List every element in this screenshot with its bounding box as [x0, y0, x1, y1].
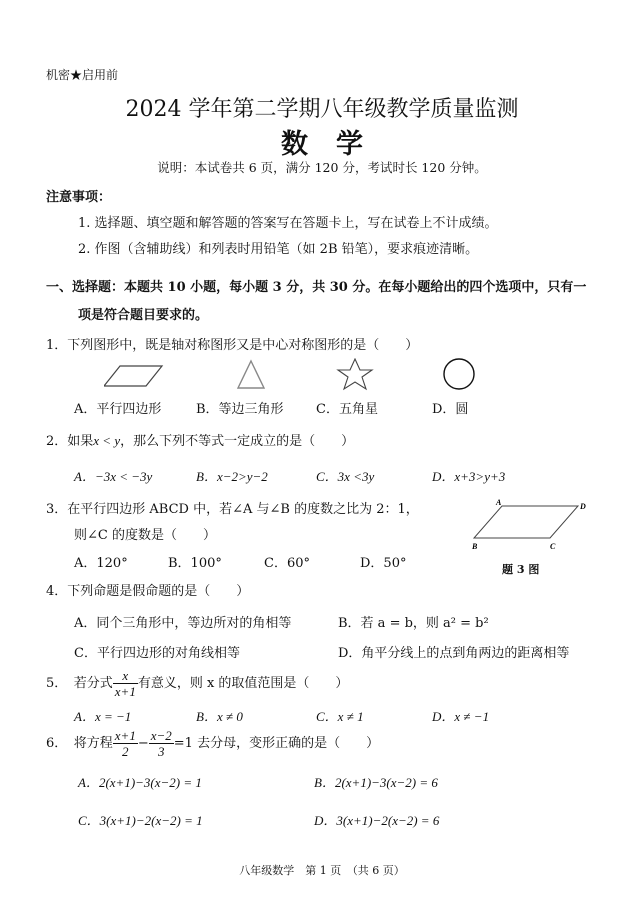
- q6-frac2-num: x−2: [150, 728, 172, 743]
- section1-heading-cont: 项是符合题目要求的。: [78, 308, 209, 323]
- secret-label: 机密★启用前: [46, 68, 119, 82]
- q3-figure-caption: 题 3 图: [502, 563, 540, 576]
- q4-stem: 4．下列命题是假命题的是（ ）: [46, 584, 250, 599]
- vertex-b-label: B: [472, 542, 478, 551]
- section1-heading: 一、选择题：本题共 10 小题，每小题 3 分，共 30 分。在每小题给出的四个选项中，只有一: [46, 280, 587, 295]
- q5-frac-den: x+1: [114, 684, 136, 699]
- page-footer: 八年级数学 第 1 页 （共 6 页）: [239, 864, 405, 877]
- q5-fraction: [113, 668, 138, 699]
- q3-option-a: A．120°: [74, 556, 128, 571]
- q3-stem-line2: 则∠C 的度数是（ ）: [74, 528, 216, 543]
- q6-option-c: C．3(x+1)−2(x−2) = 1: [78, 813, 203, 828]
- q2-stem-math: x < y: [93, 433, 121, 448]
- abcd-parallelogram: [474, 506, 578, 538]
- q5-frac-num: x: [113, 668, 138, 684]
- q6-minus: −: [137, 736, 149, 751]
- exam-note: 说明：本试卷共 6 页，满分 120 分，考试时长 120 分钟。: [157, 160, 487, 175]
- q5-stem: [46, 668, 348, 699]
- q6-fraction-2: [149, 728, 174, 759]
- parallelogram-shape: [104, 366, 162, 386]
- q3-option-c: C．60°: [264, 556, 310, 571]
- q2-option-b: B．x−2>y−2: [196, 469, 268, 484]
- q1-figures: [104, 358, 524, 396]
- q6-option-a: A．2(x+1)−3(x−2) = 1: [78, 775, 202, 790]
- q2-stem-suffix: ，那么下列不等式一定成立的是（ ）: [120, 434, 355, 449]
- q6-frac1-den: 2: [122, 744, 129, 759]
- q4-option-b: B．若 a = b，则 a² = b²: [338, 616, 489, 631]
- q5-option-b: B．x ≠ 0: [196, 709, 243, 724]
- q4-option-c: C．平行四边形的对角线相等: [74, 646, 240, 661]
- q5-option-a: A．x = −1: [74, 709, 132, 724]
- q6-option-d: D．3(x+1)−2(x−2) = 6: [314, 813, 440, 828]
- q1-option-b: B．等边三角形: [196, 402, 284, 417]
- star-shape: [338, 359, 372, 389]
- q2-option-c: C．3x <3y: [316, 469, 375, 484]
- q3-stem-line1: 3．在平行四边形 ABCD 中，若∠A 与∠B 的度数之比为 2：1，: [46, 502, 419, 517]
- subject-title: 数学: [281, 129, 391, 160]
- exam-title: 2024 学年第二学期八年级教学质量监测: [125, 97, 519, 122]
- q5-option-d: D．x ≠ −1: [432, 709, 490, 724]
- q6-frac2-den: 3: [158, 744, 165, 759]
- q1-option-d: D．圆: [432, 402, 469, 417]
- q1-option-c: C．五角星: [316, 402, 378, 417]
- q2-stem: [46, 430, 354, 449]
- q5-stem-suffix: 有意义，则 x 的取值范围是（ ）: [137, 676, 349, 691]
- q1-option-a: A．平行四边形: [74, 402, 162, 417]
- q6-option-b: B．2(x+1)−3(x−2) = 6: [314, 775, 438, 790]
- q6-fraction-1: [113, 728, 138, 759]
- notice-heading: 注意事项：: [46, 190, 112, 205]
- q6-frac1-num: x+1: [114, 728, 136, 743]
- q2-stem-prefix: 2．如果: [46, 434, 94, 449]
- circle-shape: [444, 359, 474, 389]
- q4-option-a: A．同个三角形中，等边所对的角相等: [74, 616, 292, 631]
- vertex-a-label: A: [496, 498, 502, 507]
- notice-item-2: 2. 作图（含辅助线）和列表时用铅笔（如 2B 铅笔），要求痕迹清晰。: [78, 242, 479, 257]
- q3-option-d: D．50°: [360, 556, 407, 571]
- q3-option-b: B．100°: [168, 556, 222, 571]
- q1-stem: 1．下列图形中，既是轴对称图形又是中心对称图形的是（ ）: [46, 338, 419, 353]
- q5-option-c: C．x ≠ 1: [316, 709, 364, 724]
- q2-option-d: D．x+3>y+3: [432, 469, 506, 484]
- q5-stem-prefix: 5． 若分式: [46, 676, 113, 691]
- triangle-shape: [238, 361, 264, 388]
- notice-item-1: 1. 选择题、填空题和解答题的答案写在答题卡上，写在试卷上不计成绩。: [78, 216, 498, 231]
- q3-figure-parallelogram: [466, 496, 596, 558]
- q6-stem-suffix: =1 去分母，变形正确的是（ ）: [173, 736, 380, 751]
- q6-stem-prefix: 6． 将方程: [46, 736, 113, 751]
- q2-option-a: A．−3x < −3y: [74, 469, 153, 484]
- q6-stem: [46, 728, 379, 759]
- vertex-c-label: C: [550, 542, 556, 551]
- vertex-d-label: D: [580, 502, 586, 511]
- q4-option-d: D．角平分线上的点到角两边的距离相等: [338, 646, 570, 661]
